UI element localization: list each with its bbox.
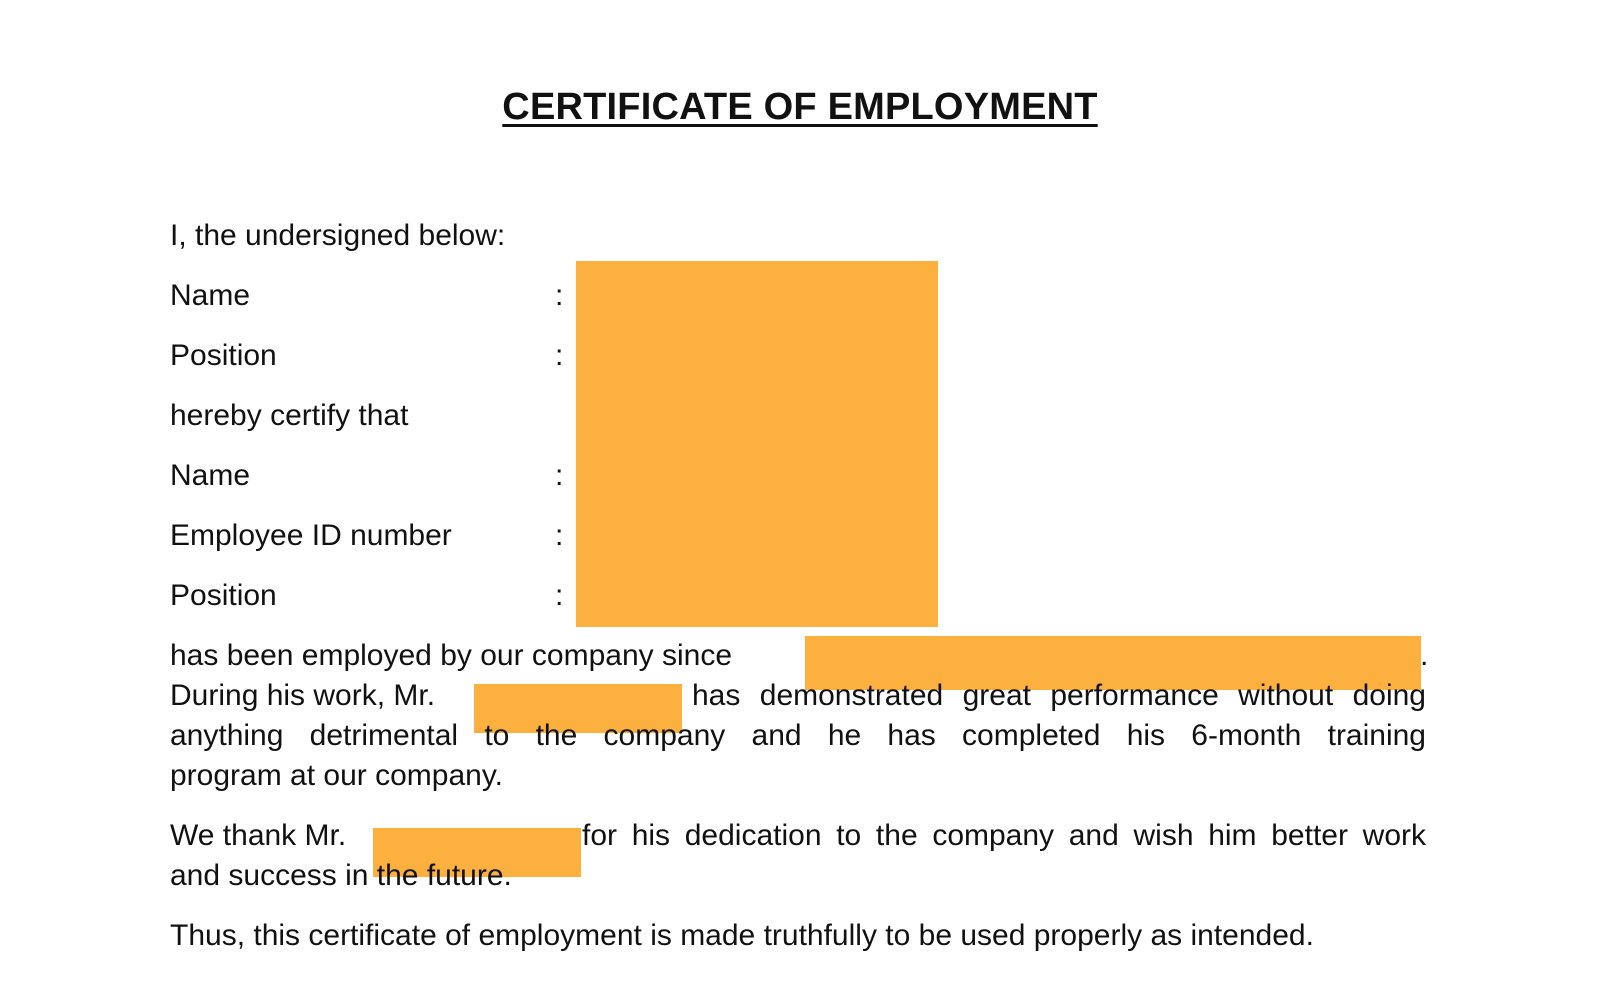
employee-position-label: Position — [170, 579, 277, 612]
thank-text: We thank Mr. — [170, 819, 347, 852]
certify-text: hereby certify that — [170, 399, 409, 432]
signer-position-label: Position — [170, 339, 277, 372]
signer-name-label: Name — [170, 279, 251, 312]
closing-text: Thus, this certificate of employment is made truthfully to be used properly as intended. — [170, 919, 1314, 952]
employee-name-colon: : — [555, 459, 564, 492]
during-work-text: During his work, Mr. — [170, 679, 436, 712]
detrimental-text: anything detrimental to the company and he has completed his 6-month training — [170, 719, 1426, 752]
training-text: program at our company. — [170, 759, 503, 792]
employee-id-colon: : — [555, 519, 564, 552]
signer-position-colon: : — [555, 339, 564, 372]
employee-id-label: Employee ID number — [170, 519, 452, 552]
employee-position-colon: : — [555, 579, 564, 612]
employed-since-text: has been employed by our company since — [170, 639, 733, 672]
signer-name-colon: : — [555, 279, 564, 312]
employee-name-label: Name — [170, 459, 251, 492]
employed-since-period: . — [1420, 639, 1429, 672]
dedication-text: for his dedication to the company and wish him better work — [582, 819, 1426, 852]
document-title: CERTIFICATE OF EMPLOYMENT — [502, 86, 1098, 128]
success-text: and success in the future. — [170, 859, 512, 892]
intro-text: I, the undersigned below: — [170, 219, 506, 252]
redaction-block-field-values — [576, 261, 938, 627]
performance-text: has demonstrated great performance without doing — [692, 679, 1426, 712]
